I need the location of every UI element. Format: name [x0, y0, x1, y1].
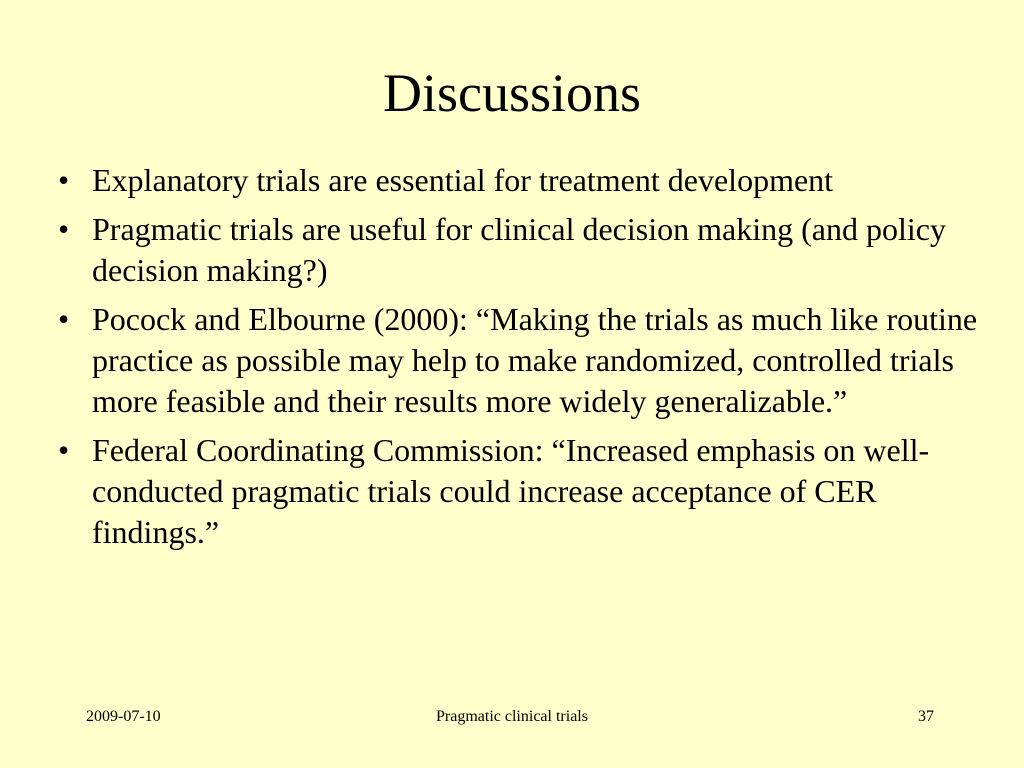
- bullet-marker: •: [58, 211, 70, 247]
- bullet-item: [58, 430, 978, 553]
- slide-title: Discussions: [382, 63, 642, 123]
- bullet-marker: •: [58, 162, 70, 198]
- footer-date: 2009-07-10: [86, 708, 161, 725]
- footer-title: Pragmatic clinical trials: [436, 708, 588, 725]
- bullet-list: [58, 160, 978, 561]
- bullet-item: [58, 160, 978, 201]
- bullet-text: Pocock and Elbourne (2000): “Making the trials as much like routine practice as possible may help to make randomized, controlled trials more feasible and their results more widely generalizable.”: [92, 301, 978, 419]
- bullet-text: Pragmatic trials are useful for clinical decision making (and policy decision making?): [92, 211, 946, 288]
- bullet-marker: •: [58, 301, 70, 337]
- footer-page-number: 37: [918, 708, 934, 725]
- bullet-item: [58, 209, 978, 291]
- bullet-text: Federal Coordinating Commission: “Increased emphasis on well-conducted pragmatic trials could increase acceptance of CER findings.”: [92, 432, 930, 550]
- bullet-text: Explanatory trials are essential for treatment development: [92, 162, 834, 198]
- bullet-item: [58, 299, 978, 422]
- bullet-marker: •: [58, 432, 70, 468]
